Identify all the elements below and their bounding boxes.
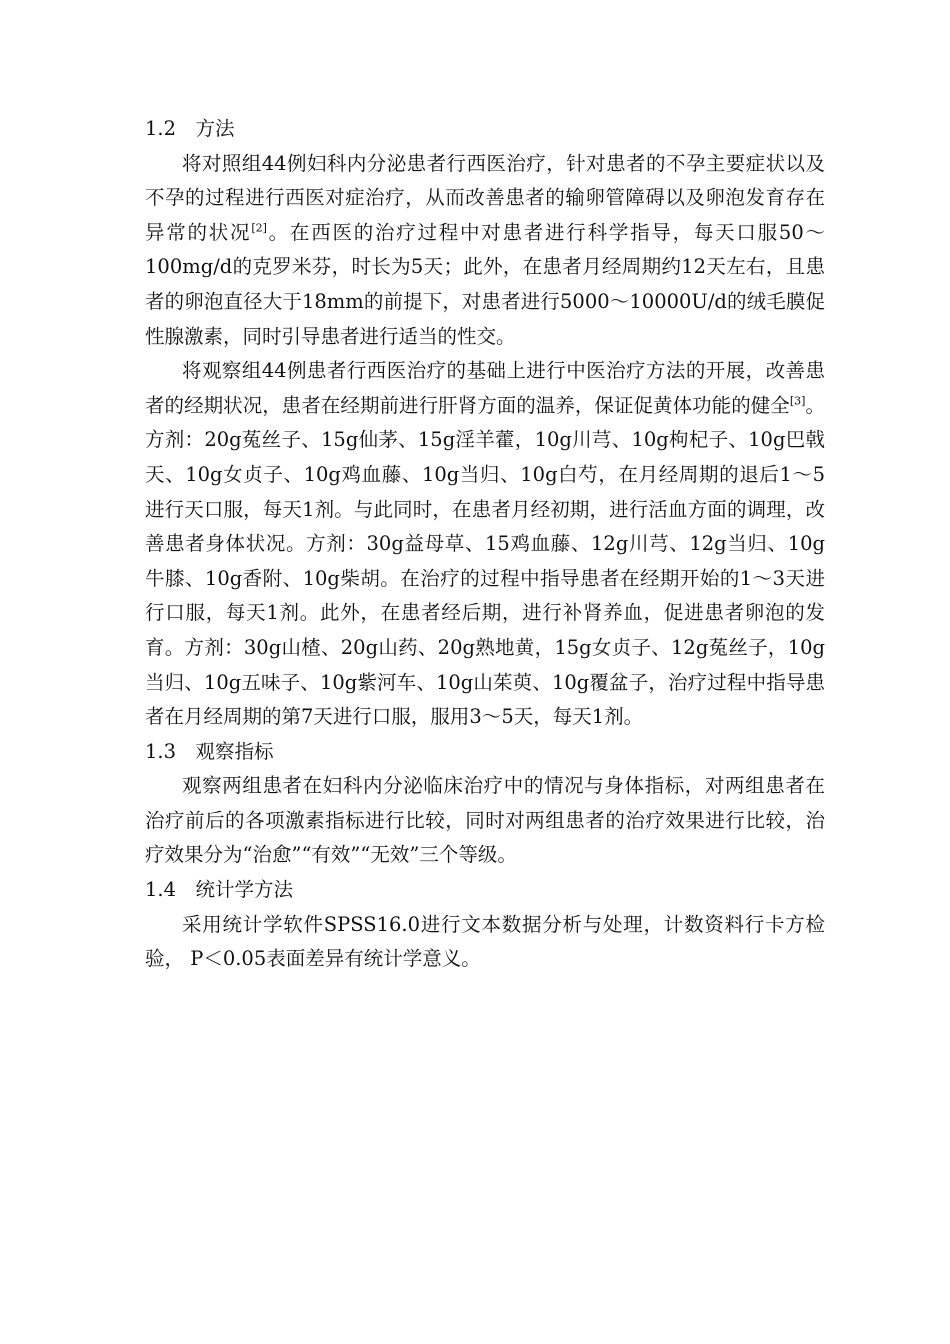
section-heading-1-2: 1.2 方法 [145, 117, 235, 140]
section-heading-1-4: 1.4 统计学方法 [145, 878, 294, 902]
paragraph-text: 将观察组44例患者行西医治疗的基础上进行中医治疗方法的开展，改善患者的经期状况，患者在经期前进行肝肾方面的温养，保证促黄体功能的健全 [145, 359, 825, 417]
paragraph-text: 。在西医的治疗过程中对患者进行科学指导，每天口服50～100mg/d的克罗米芬，时长为5天；此外，在患者月经周期约12天左右，且患者的卵泡直径大于18mm的前提下，对患者进行5000～10000U/d的绒毛膜促性腺激素，同时引导患者进行适当的性交。 [145, 220, 825, 348]
paragraph-observation-indicators: 观察两组患者在妇科内分泌临床治疗中的情况与身体指标，对两组患者在治疗前后的各项激素指标进行比较，同时对两组患者的治疗效果进行比较，治疗效果分为“治愈”“有效”“无效”三个等级。 [145, 774, 825, 867]
citation-ref-3: [3] [789, 394, 806, 408]
document-page [145, 112, 825, 977]
paragraph-text: 。方剂：20g菟丝子、15g仙茅、15g淫羊藿，10g川芎、10g枸杞子、10g巴戟天、10g女贞子、10g鸡血藤、10g当归、10g白芍，在月经周期的退后1～5进行天口服，每天1剂。与此同时，在患者月经初期，进行活血方面的调理，改善患者身体状况。方剂：30g益母草、15鸡血藤、12g川芎、12g当归、10g牛膝、10g香附、10g柴胡。在治疗的过程中指导患者在经期开始的1～3天进行口服，每天1剂。此外，在患者经后期，进行补肾养血，促进患者卵泡的发育。方剂：30g山楂、20g山药、20g熟地黄，15g女贞子、12g菟丝子，10g当归、10g五味子、10g紫河车、10g山茱萸、10g覆盆子，治疗过程中指导患者在月经周期的第7天进行口服，服用3～5天，每天1剂。 [145, 393, 825, 729]
paragraph-control-group [145, 147, 825, 355]
section-heading-1-3: 1.3 观察指标 [145, 739, 274, 763]
paragraph-observation-group [145, 354, 825, 735]
paragraph-statistics: 采用统计学软件SPSS16.0进行文本数据分析与处理，计数资料行卡方检验， P＜0.05表面差异有统计学意义。 [145, 912, 825, 971]
paragraph-text: 将对照组44例妇科内分泌患者行西医治疗，针对患者的不孕主要症状以及不孕的过程进行西医对症治疗，从而改善患者的输卵管障碍以及卵泡发育存在异常的状况 [145, 151, 825, 244]
citation-ref-2: [2] [251, 221, 267, 235]
